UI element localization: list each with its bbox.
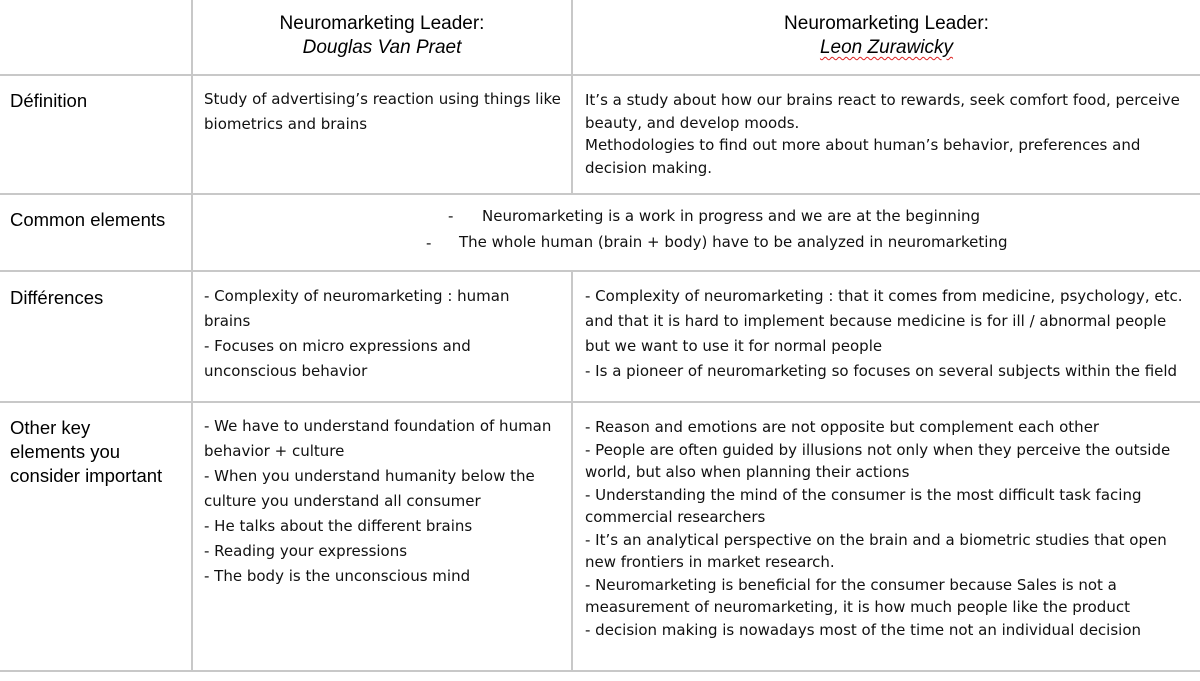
text-line: elements you [10,441,121,462]
text-line: - Focuses on micro expressions and [204,337,471,355]
text-line: culture you understand all consumer [204,492,481,510]
text-line: but we want to use it for normal people [585,337,883,355]
definition-leon [585,89,1197,179]
text-line: decision making. [585,158,713,177]
header-name: Leon Zurawicky [819,37,954,58]
text-line: - Reason and emotions are not opposite but complement each other [585,418,1100,436]
text-line: Methodologies to find out more about human’s behavior, preferences and [585,136,1141,154]
text-line: beauty, and develop moods. [585,113,800,132]
text-line: behavior + culture [204,442,345,460]
column-divider [191,0,193,672]
row-divider [0,270,1200,272]
text-line: - Reading your expressions [204,542,408,560]
text-line: biometrics and brains [204,115,368,133]
row-label-differences: Différences [10,287,104,308]
definition-douglas [204,87,564,137]
text-line: Other key [10,417,91,438]
differences-douglas [204,284,564,384]
bullet-dash: - [448,207,454,225]
text-line: - Complexity of neuromarketing : that it comes from medicine, psychology, etc. [585,287,1183,305]
header-name: Douglas Van Praet [302,37,462,58]
header-leon-zurawicky [573,12,1200,60]
text-line: - The body is the unconscious mind [204,567,471,585]
text-line: - People are often guided by illusions not only when they perceive the outside [585,440,1171,459]
column-divider [571,270,573,672]
row-divider [0,193,1200,195]
text-line: - Neuromarketing is beneficial for the consumer because Sales is not a [585,575,1117,594]
text-line: new frontiers in market research. [585,553,835,571]
header-role: Neuromarketing Leader: [279,13,485,34]
text-line: measurement of neuromarketing, it is how much people like the product [585,598,1130,616]
row-label-definition: Définition [10,90,88,111]
text-line: commercial researchers [585,508,766,526]
row-label-other-key-elements [10,416,162,488]
header-role: Neuromarketing Leader: [784,13,989,34]
header-douglas-van-praet [193,12,571,60]
row-label-common-elements: Common elements [10,209,166,230]
text-line: - Understanding the mind of the consumer is the most difficult task facing [585,485,1142,504]
text-line: - It’s an analytical perspective on the brain and a biometric studies that open [585,530,1167,549]
text-line: It’s a study about how our brains react to rewards, seek comfort food, perceive [585,91,1180,109]
list-item: The whole human (brain + body) have to be analyzed in neuromarketing [459,233,1008,251]
row-divider [0,74,1200,76]
text-line: world, but also when planning their actions [585,463,910,481]
differences-leon [585,284,1197,384]
text-line: - Complexity of neuromarketing : human [204,287,510,305]
row-divider [0,670,1200,672]
text-line: - He talks about the different brains [204,517,473,535]
text-line: unconscious behavior [204,362,368,380]
text-line: - We have to understand foundation of human [204,417,552,435]
text-line: and that it is hard to implement because medicine is for ill / abnormal people [585,312,1167,330]
text-line: consider important [10,465,163,486]
row-divider [0,401,1200,403]
text-line: - decision making is nowadays most of the time not an individual decision [585,620,1142,639]
other-douglas [204,414,564,589]
list-item: Neuromarketing is a work in progress and we are at the beginning [482,207,981,225]
text-line: - Is a pioneer of neuromarketing so focuses on several subjects within the field [585,362,1178,380]
text-line: - When you understand humanity below the [204,467,535,485]
text-line: Study of advertising’s reaction using things like [204,90,561,108]
bullet-dash: - [426,234,432,252]
text-line: brains [204,312,251,330]
other-leon [585,416,1197,641]
